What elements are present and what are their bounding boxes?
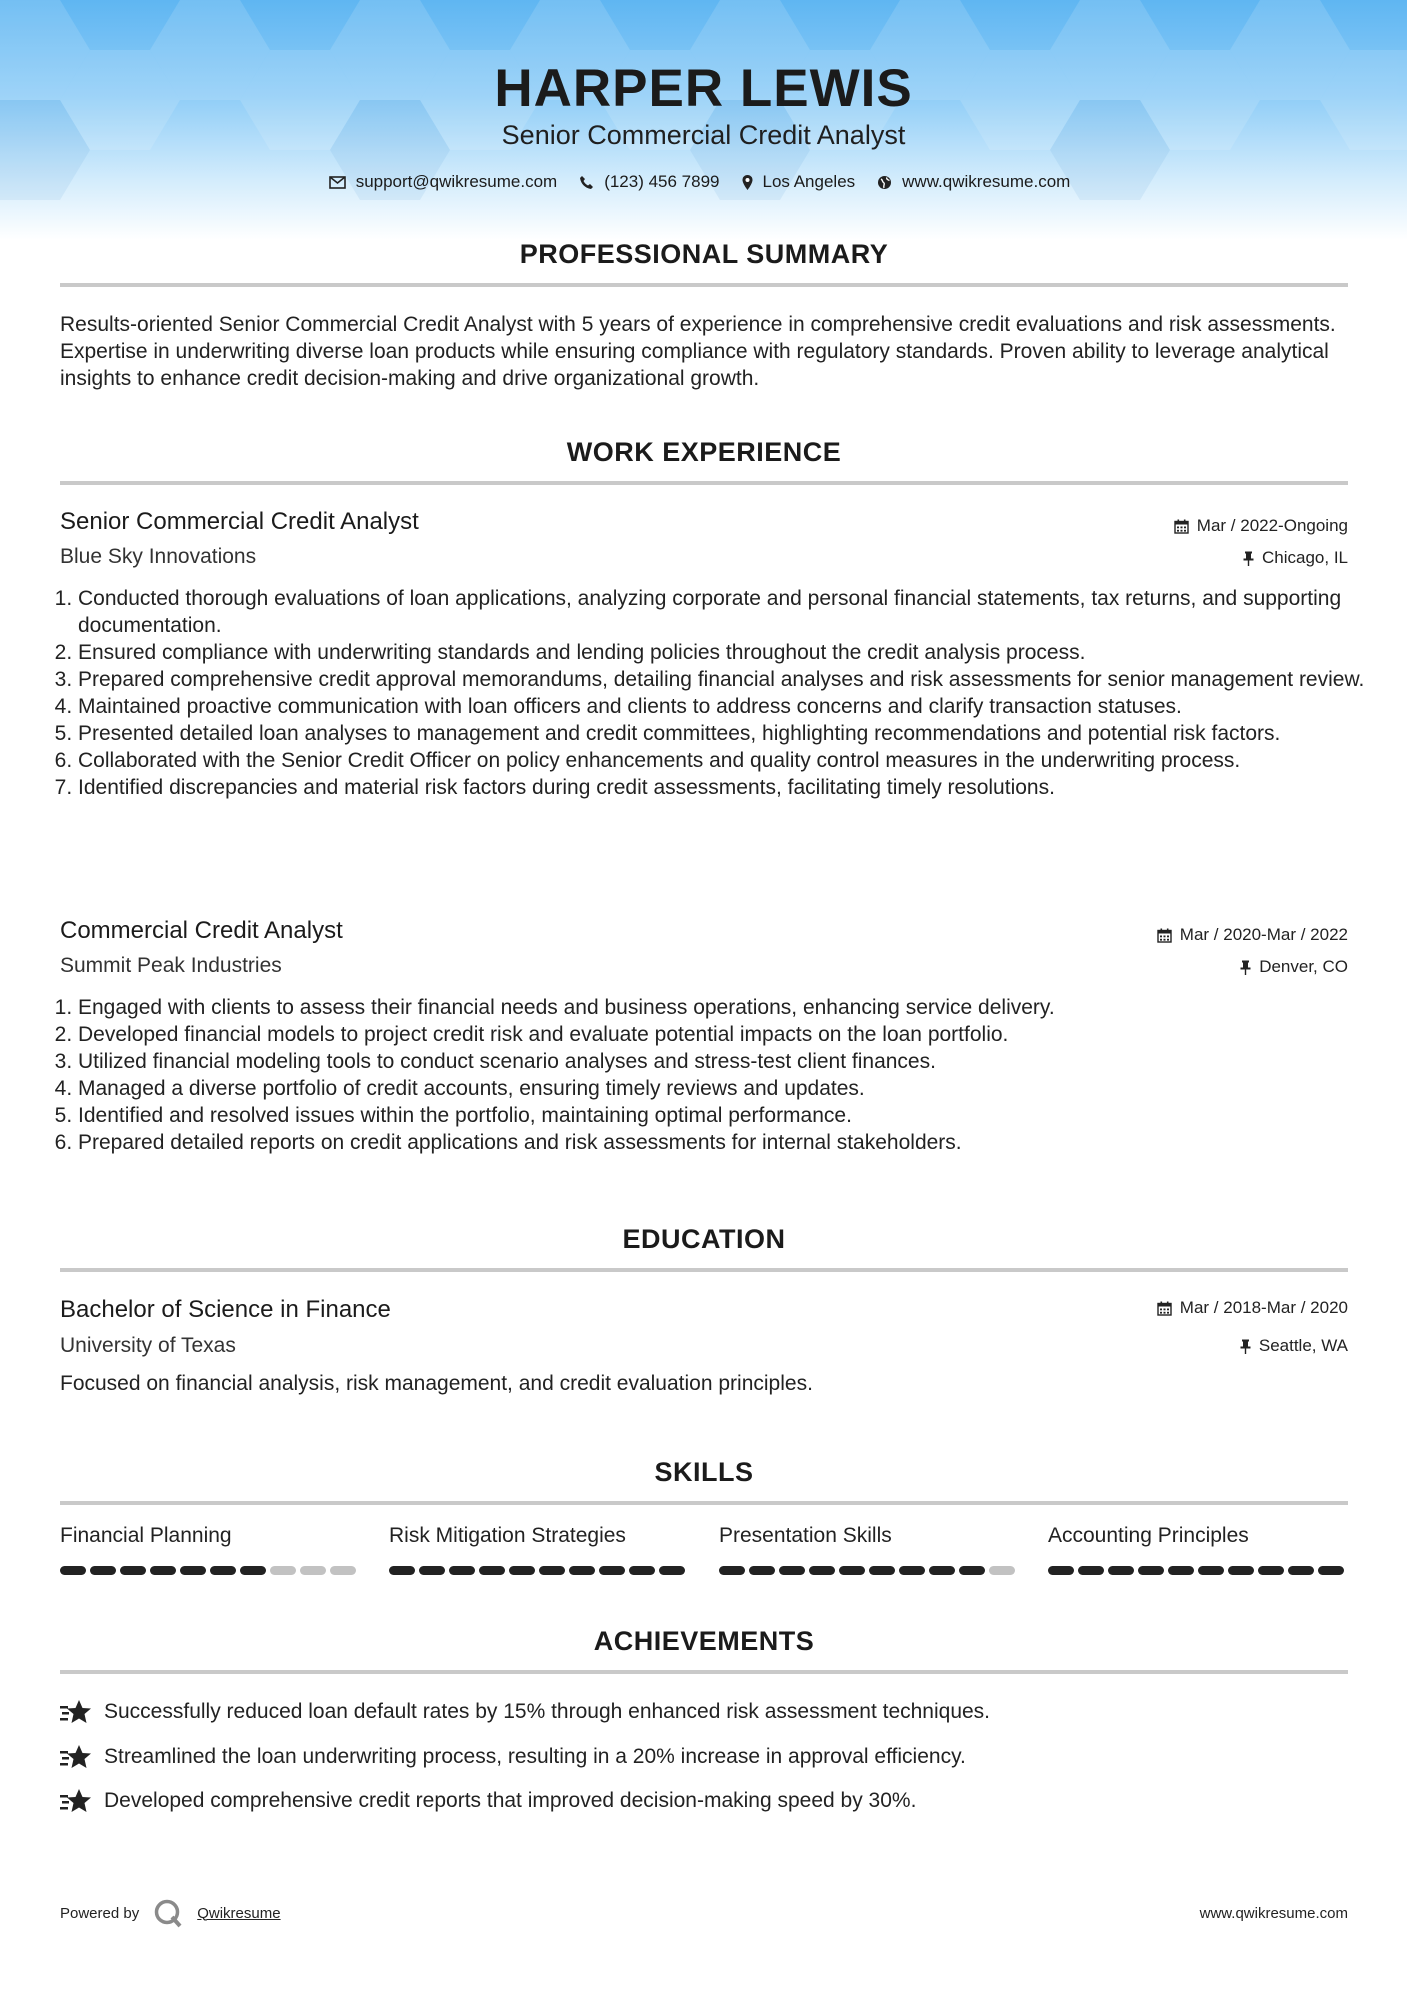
skill-level-segment	[569, 1566, 595, 1575]
job-title: Senior Commercial Credit Analyst	[60, 508, 419, 535]
skill-level-segment	[869, 1566, 895, 1575]
location-text: Los Angeles	[762, 172, 856, 191]
achievement-text: Streamlined the loan underwriting process, resulting in a 20% increase in approval efficiency.	[104, 1745, 966, 1768]
envelope-icon	[329, 176, 346, 189]
list-item: 7. Identified discrepancies and material risk factors during credit assessments, facilitating timely resolutions.	[78, 774, 1368, 801]
skills-divider	[60, 1501, 1348, 1505]
summary-heading: PROFESSIONAL SUMMARY	[519, 239, 889, 269]
list-item: 2. Developed financial models to project credit risk and evaluate potential impacts on the loan portfolio.	[78, 1021, 1368, 1048]
list-item: 6. Prepared detailed reports on credit applications and risk assessments for internal stakeholders.	[78, 1129, 1368, 1156]
job-dates-text: Mar / 2020-Mar / 2022	[1179, 925, 1348, 944]
summary-text: Results-oriented Senior Commercial Credit Analyst with 5 years of experience in comprehensive credit evaluations and risk assessments. Expertise in underwriting diverse loan products while ensuring compliance with regulatory standards. Proven ability to leverage analytical insights to enhance credit decision-making and drive organizational growth.	[60, 313, 1336, 390]
skill-level-segment	[749, 1566, 775, 1575]
skill-level-segment	[419, 1566, 445, 1575]
skill-level-segment	[629, 1566, 655, 1575]
experience-divider	[60, 481, 1348, 485]
summary-divider	[60, 283, 1348, 287]
skill-level-segment	[330, 1566, 356, 1575]
contact-email[interactable]	[329, 172, 558, 192]
skill-item	[60, 1524, 360, 1575]
brand-link[interactable]: Qwikresume	[197, 1904, 281, 1922]
skill-level-segment	[809, 1566, 835, 1575]
star-icon	[60, 1787, 92, 1815]
list-item: 4. Maintained proactive communication with loan officers and clients to address concerns and clarify transaction statuses.	[78, 693, 1368, 720]
list-item: 5. Identified and resolved issues within the portfolio, maintaining optimal performance.	[78, 1102, 1368, 1129]
skill-level-segment	[150, 1566, 176, 1575]
skill-level-segment	[449, 1566, 475, 1575]
job-company: Blue Sky Innovations	[60, 545, 257, 568]
qwikresume-logo-icon	[153, 1898, 183, 1928]
education-description: Focused on financial analysis, risk management, and credit evaluation principles.	[60, 1372, 813, 1395]
skill-level-segment	[1288, 1566, 1314, 1575]
list-item: 1. Engaged with clients to assess their financial needs and business operations, enhancing service delivery.	[78, 994, 1368, 1021]
skill-name: Financial Planning	[60, 1524, 232, 1547]
skill-level-segment	[1318, 1566, 1344, 1575]
job-location-text: Chicago, IL	[1262, 548, 1348, 567]
pushpin-icon	[1243, 551, 1254, 566]
skill-name: Accounting Principles	[1048, 1524, 1249, 1547]
skill-level-segment	[1138, 1566, 1164, 1575]
education-dates-text: Mar / 2018-Mar / 2020	[1179, 1298, 1348, 1317]
skill-level-segment	[989, 1566, 1015, 1575]
skill-level-segment	[509, 1566, 535, 1575]
skill-level-segment	[899, 1566, 925, 1575]
job-dates	[1157, 925, 1348, 945]
globe-icon	[877, 175, 892, 190]
candidate-title: Senior Commercial Credit Analyst	[501, 120, 906, 150]
education-divider	[60, 1268, 1348, 1272]
skill-level-segment	[270, 1566, 296, 1575]
skill-item	[1048, 1524, 1348, 1575]
skill-level-segment	[599, 1566, 625, 1575]
skill-level-segment	[60, 1566, 86, 1575]
achievement-item	[60, 1787, 916, 1815]
skill-level-bar	[719, 1566, 1019, 1575]
education-heading: EDUCATION	[622, 1224, 786, 1254]
calendar-icon	[1174, 519, 1189, 534]
phone-icon	[579, 175, 594, 190]
contact-website[interactable]	[877, 172, 1070, 192]
achievement-text: Developed comprehensive credit reports that improved decision-making speed by 30%.	[104, 1789, 917, 1812]
skill-level-segment	[1198, 1566, 1224, 1575]
skill-item	[719, 1524, 1019, 1575]
email-text: support@qwikresume.com	[355, 172, 558, 191]
skill-level-segment	[659, 1566, 685, 1575]
calendar-icon	[1157, 1301, 1172, 1316]
skill-level-segment	[210, 1566, 236, 1575]
degree-title: Bachelor of Science in Finance	[60, 1296, 391, 1323]
skill-name: Risk Mitigation Strategies	[389, 1524, 626, 1547]
skill-level-segment	[1168, 1566, 1194, 1575]
list-item: 3. Prepared comprehensive credit approval memorandums, detailing financial analyses and risk assessments for senior management review.	[78, 666, 1368, 693]
skill-level-segment	[1228, 1566, 1254, 1575]
skill-level-segment	[300, 1566, 326, 1575]
skill-level-segment	[389, 1566, 415, 1575]
candidate-name: HARPER LEWIS	[494, 59, 913, 118]
star-icon	[60, 1698, 92, 1726]
contact-phone[interactable]	[579, 172, 719, 192]
achievement-item	[60, 1698, 990, 1726]
list-item: 6. Collaborated with the Senior Credit Officer on policy enhancements and quality control measures in the underwriting process.	[78, 747, 1368, 774]
achievements-divider	[60, 1670, 1348, 1674]
achievements-heading: ACHIEVEMENTS	[593, 1626, 815, 1656]
website-text: www.qwikresume.com	[902, 172, 1071, 191]
footer-website[interactable]: www.qwikresume.com	[1199, 1905, 1348, 1922]
skill-level-segment	[959, 1566, 985, 1575]
achievement-item	[60, 1743, 966, 1771]
skill-level-segment	[1048, 1566, 1074, 1575]
pushpin-icon	[1240, 1339, 1251, 1354]
job-location-text: Denver, CO	[1259, 957, 1348, 976]
job-bullets	[60, 994, 1368, 1156]
skill-level-segment	[240, 1566, 266, 1575]
skill-item	[389, 1524, 689, 1575]
job-title: Commercial Credit Analyst	[60, 917, 343, 944]
star-icon	[60, 1743, 92, 1771]
list-item: 1. Conducted thorough evaluations of loan applications, analyzing corporate and personal financial statements, tax returns, and supporting documentation.	[78, 585, 1368, 639]
contact-location	[742, 172, 856, 192]
skill-level-segment	[1258, 1566, 1284, 1575]
skill-level-segment	[479, 1566, 505, 1575]
education-location-text: Seattle, WA	[1258, 1336, 1348, 1355]
job-company: Summit Peak Industries	[60, 954, 282, 977]
experience-heading: WORK EXPERIENCE	[566, 437, 842, 467]
skill-level-segment	[180, 1566, 206, 1575]
skill-level-bar	[60, 1566, 360, 1575]
powered-by-label: Powered by	[60, 1904, 140, 1922]
skill-level-segment	[539, 1566, 565, 1575]
map-pin-icon	[742, 175, 753, 190]
list-item: 5. Presented detailed loan analyses to management and credit committees, highlighting recommendations and potential risk factors.	[78, 720, 1368, 747]
skill-level-segment	[719, 1566, 745, 1575]
skill-level-segment	[120, 1566, 146, 1575]
skills-heading: SKILLS	[654, 1457, 754, 1487]
list-item: 2. Ensured compliance with underwriting standards and lending policies throughout the credit analysis process.	[78, 639, 1368, 666]
job-location	[1240, 957, 1348, 977]
skill-level-bar	[1048, 1566, 1348, 1575]
skill-level-segment	[1108, 1566, 1134, 1575]
skill-level-segment	[929, 1566, 955, 1575]
education-location	[1240, 1336, 1348, 1356]
job-dates-text: Mar / 2022-Ongoing	[1196, 516, 1348, 535]
calendar-icon	[1157, 928, 1172, 943]
phone-text: (123) 456 7899	[604, 172, 720, 191]
achievement-text: Successfully reduced loan default rates by 15% through enhanced risk assessment techniques.	[104, 1700, 991, 1723]
list-item: 4. Managed a diverse portfolio of credit accounts, ensuring timely reviews and updates.	[78, 1075, 1368, 1102]
footer-powered-by	[60, 1898, 281, 1928]
skill-level-segment	[839, 1566, 865, 1575]
contact-bar	[0, 172, 1407, 192]
job-bullets	[60, 585, 1368, 801]
education-dates	[1157, 1298, 1348, 1318]
job-dates	[1174, 516, 1348, 536]
skill-level-segment	[90, 1566, 116, 1575]
job-location	[1243, 548, 1348, 568]
skill-level-bar	[389, 1566, 689, 1575]
school-name: University of Texas	[60, 1334, 236, 1357]
list-item: 3. Utilized financial modeling tools to conduct scenario analyses and stress-test client finances.	[78, 1048, 1368, 1075]
skill-level-segment	[779, 1566, 805, 1575]
pushpin-icon	[1240, 960, 1251, 975]
skill-name: Presentation Skills	[719, 1524, 892, 1547]
skill-level-segment	[1078, 1566, 1104, 1575]
